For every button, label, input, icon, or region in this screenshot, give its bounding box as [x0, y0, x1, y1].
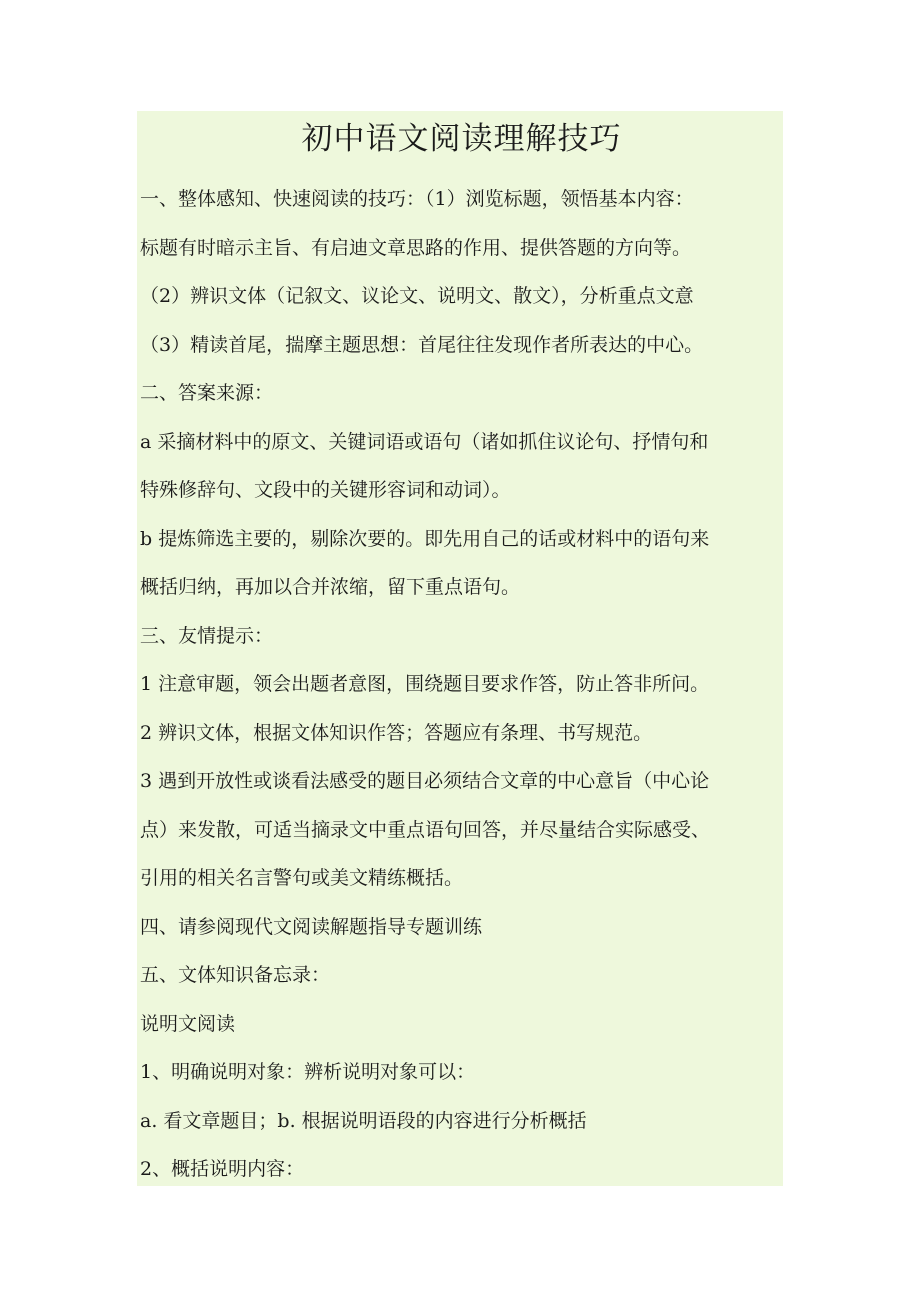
text-line: 3 遇到开放性或谈看法感受的题目必须结合文章的中心意旨（中心论 [140, 770, 710, 792]
text-line: 点）来发散，可适当摘录文中重点语句回答，并尽量结合实际感受、 [140, 818, 711, 841]
text-line: （3）精读首尾，揣摩主题思想：首尾往往发现作者所表达的中心。 [140, 333, 704, 356]
text-line: 标题有时暗示主旨、有启迪文章思路的作用、提供答题的方向等。 [140, 236, 692, 259]
document-page [137, 111, 783, 1186]
text-line: 2、概括说明内容： [140, 1158, 305, 1180]
text-line: 1 注意审题，领会出题者意图，围绕题目要求作答，防止答非所问。 [140, 673, 710, 695]
text-line: b 提炼筛选主要的，剔除次要的。即先用自己的话或材料中的语句来 [140, 527, 710, 550]
title-spacer [140, 167, 783, 175]
text-line: 说明文阅读 [140, 1012, 236, 1035]
text-line: （2）辨识文体（记叙文、议论文、说明文、散文），分析重点文意 [140, 285, 694, 307]
text-line: 五、文体知识备忘录： [140, 964, 331, 986]
document-body [140, 175, 783, 1186]
text-line: 概括归纳，再加以合并浓缩，留下重点语句。 [140, 576, 521, 598]
document-title: 初中语文阅读理解技巧 [301, 121, 622, 157]
text-line: 1、明确说明对象：辨析说明对象可以： [140, 1061, 476, 1083]
text-line: a 采摘材料中的原文、关键词语或语句（诸如抓住议论句、抒情句和 [140, 430, 709, 453]
text-line: 引用的相关名言警句或美文精练概括。 [140, 867, 464, 889]
text-line: 三、友情提示： [140, 624, 274, 647]
text-line: 四、请参阅现代文阅读解题指导专题训练 [140, 915, 483, 938]
text-line: 2 辨识文体，根据文体知识作答；答题应有条理、书写规范。 [140, 721, 653, 744]
text-line: 一、整体感知、快速阅读的技巧：（1）浏览标题，领悟基本内容： [140, 188, 694, 210]
text-line: a. 看文章题目；b. 根据说明语段的内容进行分析概括 [140, 1109, 587, 1132]
text-line: 特殊修辞句、文段中的关键形容词和动词）。 [140, 479, 511, 501]
text-line: 二、答案来源： [140, 382, 274, 404]
